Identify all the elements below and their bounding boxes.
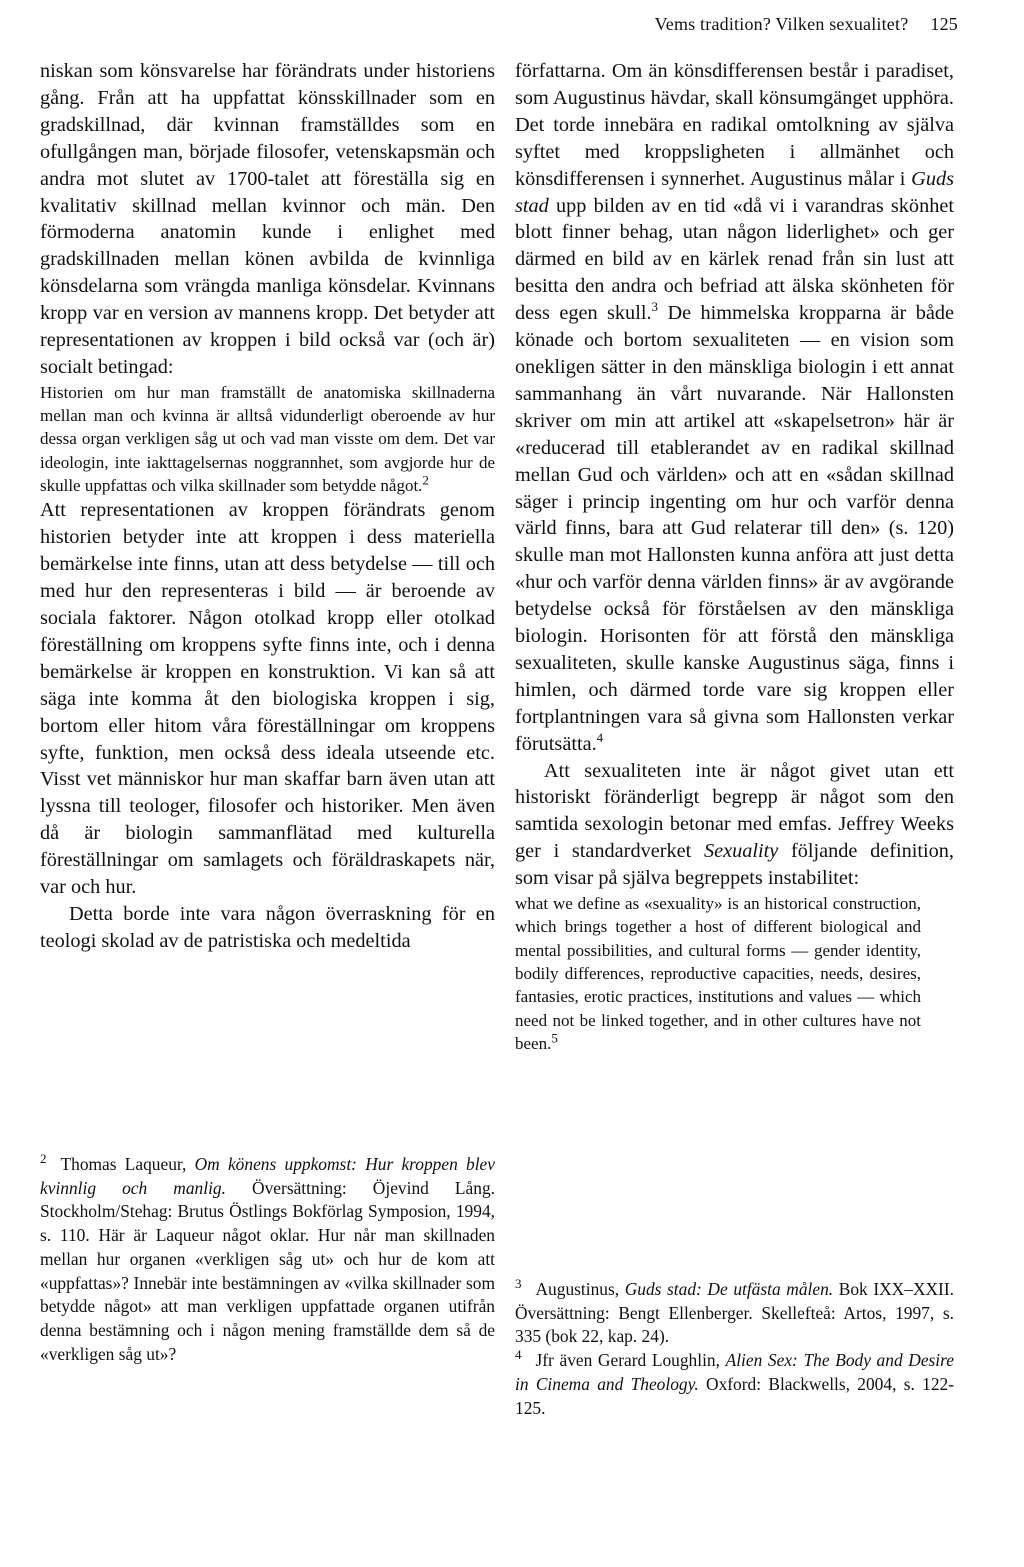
right-p1-text-c: De himmelska kropparna är både könade och bortom sexualiteten — en vision som onekligen sätter in den mänskliga biologin i ett annat sammanhang än vårt nuvarande. När Hallonsten skriver om min att artikel att «skapelsetron» här är «reducerad till etablerandet av en radikal skillnad mellan Gud och världen» och att en «sådan skillnad säger i princip ingenting om hur och varför denna värld finns, bara att Gud relaterar till den» (s. 120) skulle man mot Hallonsten kunna anföra att just detta «hur och varför denna världen finns» är av avgörande betydelse också för förståelsen av den mänskliga biologin. Horisonten för att förstå den mänskliga sexualiteten, skulle kanske Augustinus säga, finns i himlen, och därmed torde vare sig kroppen eller fortplantningen vara så givna som Hallonsten verkar förutsätta. — [515, 302, 954, 755]
footnotes-right — [515, 1278, 954, 1420]
right-p2-text-a: Att sexualiteten inte är något givet utan ett historiskt föränderligt begrepp är något som den samtida sexologin betonar med emfas. Jeffrey Weeks ger i standardverket — [515, 759, 954, 863]
left-paragraph-1 — [40, 58, 495, 381]
left-paragraph-2 — [40, 497, 495, 901]
footnote-3 — [515, 1278, 954, 1349]
footnote-4-text-a: Jfr även Gerard Loughlin, — [535, 1350, 726, 1371]
footnote-ref-3: 3 — [651, 299, 659, 315]
footnote-ref-2: 2 — [422, 472, 429, 488]
running-header — [655, 14, 958, 35]
footnote-3-number: 3 — [515, 1276, 522, 1292]
laqueur-blockquote — [40, 381, 495, 497]
weeks-blockquote — [515, 892, 921, 1055]
right-column — [515, 58, 954, 1055]
footnote-ref-5: 5 — [551, 1030, 558, 1046]
right-paragraph-2 — [515, 758, 954, 893]
footnote-2-italic-title: Om könens uppkomst: Hur kroppen blev kvinnlig och manlig. — [40, 1154, 495, 1198]
footnote-2 — [40, 1153, 495, 1366]
footnote-4-number: 4 — [515, 1347, 522, 1363]
weeks-quote-text: what we define as «sexuality» is an historical construction, which brings together a host of different biological and mental possibilities, and cultural forms — gender identity, bodily differences, reproductive capacities, needs, desires, fantasies, erotic practices, institutions and values — which need not be linked together, and in other cultures have not been. — [515, 894, 921, 1053]
footnote-4-italic-title: Alien Sex: The Body and Desire in Cinema and Theology. — [515, 1350, 954, 1394]
footnote-4 — [515, 1349, 954, 1420]
left-column — [40, 58, 495, 955]
footnote-3-italic-title: Guds stad: De utfästa målen. — [624, 1279, 834, 1299]
right-paragraph-1 — [515, 58, 954, 758]
laqueur-quote-text: Historien om hur man framställt de anatomiska skillnaderna mellan man och kvinna är alltså vidunderligt oberoende av hur dessa organ verkligen såg ut och vad man visste om dem. Det var ideologin, inte iakttagelsernas noggrannhet, som avgjorde hur de skulle uppfattas och vilka skillnader som betydde något. — [40, 382, 495, 496]
footnote-2-text-b: Översättning: Öjevind Lång. Stockholm/Stehag: Brutus Östlings Bokförlag Symposion, 1994, s. 110. Här är Laqueur något oklar. Hur når man skillnaden mellan hur organen «verkligen såg ut» och hur de kom att «uppfattas»? Innebär inte bestämningen av «vilka skillnader som betydde något» att man verkligen uppfattade organen utifrån denna bestämning och i någon mening framställde dem så de «verkligen såg ut»? — [40, 1177, 495, 1364]
footnote-2-number: 2 — [40, 1151, 47, 1167]
footnote-2-text-a: Thomas Laqueur, — [60, 1154, 195, 1174]
footnote-3-text-b: Bok IXX–XXII. Översättning: Bengt Ellenberger. Skellefteå: Artos, 1997, s. 335 (bok 22, kap. 24). — [515, 1279, 954, 1347]
left-paragraph-3-text: Detta borde inte vara någon överraskning för en teologi skolad av de patristiska och medeltida — [40, 902, 495, 952]
footnote-ref-4: 4 — [596, 729, 604, 745]
page-number: 125 — [930, 14, 958, 34]
left-paragraph-3 — [40, 901, 495, 955]
left-paragraph-1-text: niskan som könsvarelse har förändrats under historiens gång. Från att ha uppfattat könsskillnader som en gradskillnad, där kvinnan framställdes som en ofullgången man, började filosofer, vetenskapsmän och andra mot slutet av 1700-talet att föreställa sig en kvalitativ skillnad mellan kvinnor och män. Den förmoderna anatomin kunde i enlighet med gradskillnaden mellan könen avbilda de kvinnliga könsdelarna som vrängda manliga könsdelar. Kvinnans kropp var en version av mannens kropp. Det betyder att representationen av kroppen i bild också var (och är) socialt betingad: — [40, 60, 495, 378]
right-p1-italic-title: Guds stad — [515, 167, 954, 217]
left-paragraph-2-text: Att representationen av kroppen förändrats genom historien betyder inte att kroppen i dess materiella bemärkelse inte finns, utan att dess betydelse — till och med hur den representeras i bild — är beroende av sociala faktorer. Någon otolkad kropp eller otolkad föreställning om kroppens syfte finns inte, och i denna bemärkelse är kroppen en konstruktion. Vi kan så att säga inte komma åt den biologiska kroppen i sig, bortom eller hitom våra föreställningar om kroppens syfte, funktion, men också dess ideala utseende etc. Visst vet människor hur man skaffar barn även utan att lyssna till teologer, filosofer och historiker. Men även då är biologin sammanflätad med kulturella föreställningar om samlagets och föräldraskapets när, var och hur. — [40, 499, 495, 899]
right-p2-text-b: följande definition, som visar på själva begreppets instabilitet: — [515, 840, 954, 890]
right-p1-text-b: upp bilden av en tid «då vi i varandras skönhet blott finner behag, utan någon liderlighet» och ger därmed en bild av en kärlek renad från sin lust att besitta den andra och befriad att älska skönheten för dess egen skull. — [515, 194, 954, 325]
right-p2-italic-title: Sexuality — [703, 840, 779, 863]
footnote-3-text-a: Augustinus, — [535, 1279, 625, 1299]
running-title: Vems tradition? Vilken sexualitet? — [654, 14, 909, 34]
footnotes-left — [40, 1153, 495, 1366]
footnote-4-text-b: Oxford: Blackwells, 2004, s. 122-125. — [515, 1373, 954, 1418]
right-p1-text-a: författarna. Om än könsdifferensen består i paradiset, som Augustinus hävdar, skall könsumgänget upphöra. Det torde innebära en radikal omtolkning av själva syftet med kroppsligheten i allmänhet och könsdifferensen i synnerhet. Augustinus målar i — [515, 60, 954, 190]
